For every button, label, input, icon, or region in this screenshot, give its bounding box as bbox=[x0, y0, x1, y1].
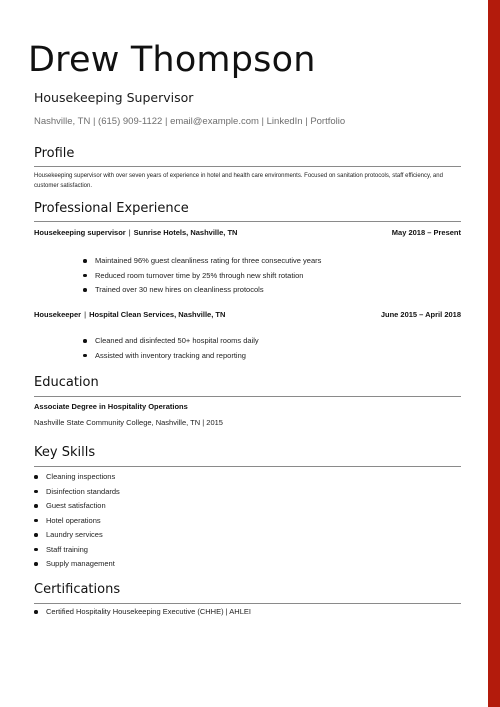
list-item: Cleaned and disinfected 50+ hospital rooms daily bbox=[83, 334, 259, 349]
experience-divider bbox=[34, 221, 461, 222]
skills-list bbox=[34, 470, 120, 572]
list-item: Disinfection standards bbox=[34, 485, 120, 500]
bullet-icon bbox=[34, 610, 38, 614]
list-item: Certified Hospitality Housekeeping Executive (CHHE) | AHLEI bbox=[34, 605, 251, 620]
experience-heading: Professional Experience bbox=[34, 201, 189, 216]
profile-divider bbox=[34, 166, 461, 167]
school-line: Nashville State Community College, Nashville, TN | 2015 bbox=[34, 418, 223, 427]
contact-line: Nashville, TN | (615) 909-1122 | email@example.com | LinkedIn | Portfolio bbox=[34, 116, 346, 127]
bullet-icon bbox=[83, 288, 87, 292]
job-position: Housekeeper bbox=[34, 310, 82, 319]
certifications-list bbox=[34, 605, 251, 620]
certifications-heading: Certifications bbox=[34, 582, 121, 597]
bullet-icon bbox=[34, 504, 38, 508]
bullet-icon bbox=[34, 548, 38, 552]
job-title: Housekeeping Supervisor bbox=[34, 90, 194, 105]
list-item: Trained over 30 new hires on cleanliness protocols bbox=[83, 283, 321, 298]
certifications-divider bbox=[34, 603, 461, 604]
job-company: Sunrise Hotels, Nashville, TN bbox=[133, 228, 238, 237]
bullet-icon bbox=[83, 259, 87, 263]
separator: | bbox=[84, 310, 87, 319]
candidate-name: Drew Thompson bbox=[28, 40, 316, 80]
bullet-icon bbox=[83, 339, 87, 343]
list-item: Assisted with inventory tracking and reporting bbox=[83, 349, 259, 364]
job-header-2 bbox=[34, 310, 461, 319]
profile-summary: Housekeeping supervisor with over seven years of experience in hotel and health care environments. Focused on sanitation protocols, staff efficiency, and customer satisfaction. bbox=[34, 173, 443, 189]
job-bullets-2 bbox=[83, 334, 259, 363]
list-item: Staff training bbox=[34, 543, 120, 558]
job-bullets-1 bbox=[83, 254, 321, 298]
job-dates: May 2018 – Present bbox=[391, 228, 461, 237]
skills-divider bbox=[34, 466, 461, 467]
job-company: Hospital Clean Services, Nashville, TN bbox=[89, 310, 226, 319]
bullet-icon bbox=[34, 562, 38, 566]
bullet-icon bbox=[83, 274, 87, 278]
list-item: Reduced room turnover time by 25% through new shift rotation bbox=[83, 269, 321, 284]
skills-heading: Key Skills bbox=[34, 445, 96, 460]
separator: | bbox=[128, 228, 131, 237]
bullet-icon bbox=[34, 519, 38, 523]
job-dates: June 2015 – April 2018 bbox=[380, 310, 461, 319]
job-header-1 bbox=[34, 228, 461, 237]
education-heading: Education bbox=[34, 375, 99, 390]
job-title-company bbox=[34, 310, 225, 319]
job-title-company bbox=[34, 228, 237, 237]
bullet-icon bbox=[83, 354, 87, 358]
list-item: Laundry services bbox=[34, 528, 120, 543]
list-item: Guest satisfaction bbox=[34, 499, 120, 514]
list-item: Cleaning inspections bbox=[34, 470, 120, 485]
profile-heading: Profile bbox=[34, 146, 75, 161]
accent-bar bbox=[488, 0, 500, 707]
degree-name: Associate Degree in Hospitality Operations bbox=[34, 402, 188, 411]
list-item: Maintained 96% guest cleanliness rating for three consecutive years bbox=[83, 254, 321, 269]
bullet-icon bbox=[34, 490, 38, 494]
bullet-icon bbox=[34, 533, 38, 537]
bullet-icon bbox=[34, 475, 38, 479]
job-position: Housekeeping supervisor bbox=[34, 228, 126, 237]
education-divider bbox=[34, 396, 461, 397]
list-item: Supply management bbox=[34, 557, 120, 572]
list-item: Hotel operations bbox=[34, 514, 120, 529]
